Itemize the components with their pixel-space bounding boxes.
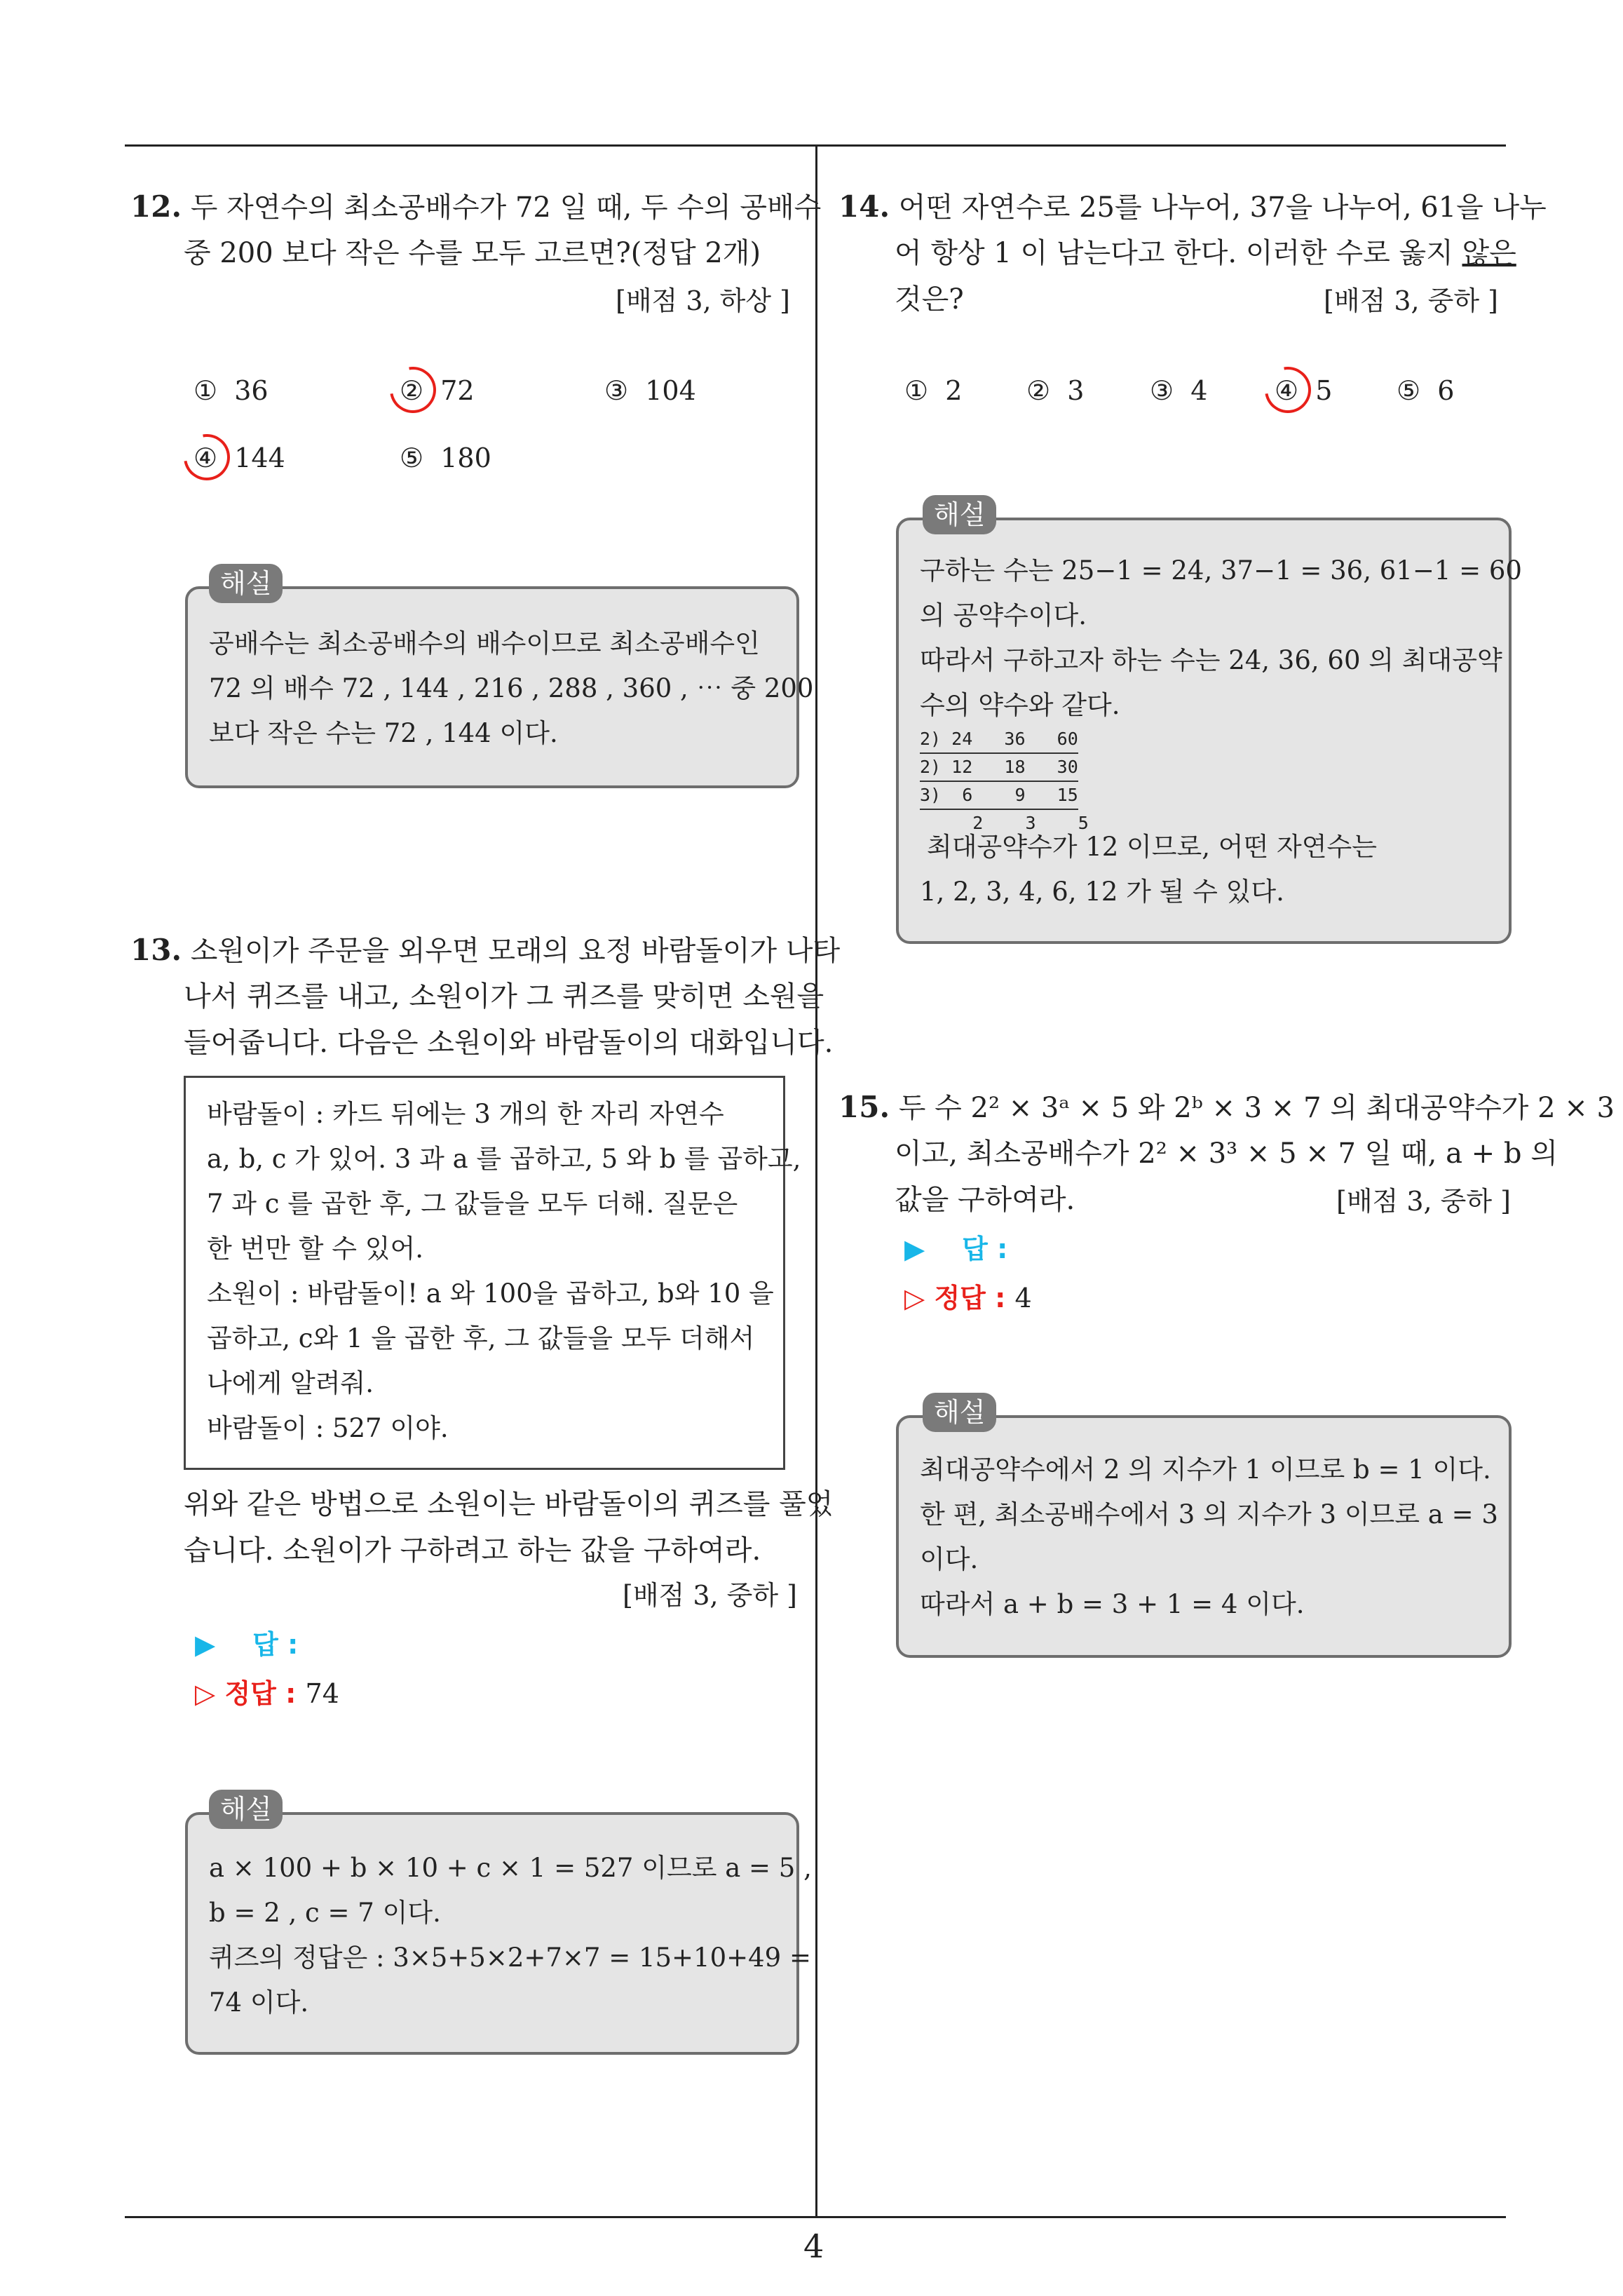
q15-score: [배점 3, 중하 ] bbox=[1336, 1186, 1511, 1217]
q13-after-1: 위와 같은 방법으로 소원이는 바람돌이의 퀴즈를 풀었 bbox=[184, 1488, 834, 1520]
column-divider bbox=[815, 144, 817, 2217]
bottom-rule bbox=[125, 2216, 1506, 2218]
q13-answer-label: 답 : bbox=[252, 1629, 299, 1660]
q14-choice-4[interactable]: ④ 5 bbox=[1275, 375, 1333, 406]
q15-answer-label: 답 : bbox=[962, 1234, 1008, 1264]
q12-choice-1[interactable]: ① 36 bbox=[193, 375, 269, 406]
q14-choice-1[interactable]: ① 2 bbox=[904, 375, 963, 406]
q14-division-row-1: 2) 24 36 60 bbox=[920, 727, 1078, 754]
q15-correct-label: 정답 : bbox=[934, 1283, 1006, 1314]
q13-correct-row bbox=[195, 1670, 339, 1717]
q13-line1: 13. 소원이가 주문을 외우면 모래의 요정 바람돌이가 나타 bbox=[130, 933, 841, 967]
q15-correct-arrow-icon: ▷ bbox=[904, 1283, 925, 1314]
q15-correct-row bbox=[904, 1275, 1032, 1321]
q15-number: 15. bbox=[838, 1090, 890, 1124]
q14-choice-5[interactable]: ⑤ 6 bbox=[1397, 375, 1455, 406]
q14-line3: 것은? bbox=[895, 283, 964, 316]
q14-selected-mark-4 bbox=[1256, 358, 1320, 422]
q12-choice-2[interactable]: ② 72 bbox=[400, 375, 475, 406]
q12-explanation-box: 공배수는 최소공배수의 배수이므로 최소공배수인 72 의 배수 72 , 144 , 216 , 288 , 360 , ⋯ 중 200 보다 작은 수는 72 , 144 이다. bbox=[185, 586, 799, 788]
q14-number: 14. bbox=[838, 189, 890, 224]
q12-number: 12. bbox=[130, 189, 182, 224]
q13-explanation-box: a × 100 + b × 10 + c × 1 = 527 이므로 a = 5 , b = 2 , c = 7 이다. 퀴즈의 정답은 : 3×5+5×2+7×7 = 15+10+49 = 74 이다. bbox=[185, 1812, 799, 2055]
q15-explanation-box: 최대공약수에서 2 의 지수가 1 이므로 b = 1 이다. 한 편, 최소공배수에서 3 의 지수가 3 이므로 a = 3 이다. 따라서 a + b = 3 + 1 = 4 이다. bbox=[896, 1415, 1512, 1658]
q12-choice-4[interactable]: ④ 144 bbox=[193, 443, 285, 473]
q15-line3: 값을 구하여라. bbox=[895, 1184, 1075, 1216]
q12-line1: 12. 두 자연수의 최소공배수가 72 일 때, 두 수의 공배수 bbox=[130, 189, 822, 224]
q13-line3: 들어줍니다. 다음은 소원이와 바람돌이의 대화입니다. bbox=[184, 1027, 834, 1059]
q14-explanation-tab: 해설 bbox=[923, 495, 996, 534]
q14-score: [배점 3, 중하 ] bbox=[1324, 285, 1498, 316]
q13-explanation-tab: 해설 bbox=[209, 1790, 283, 1829]
q15-line2: 이고, 최소공배수가 2² × 3³ × 5 × 7 일 때, a + b 의 bbox=[895, 1137, 1558, 1170]
q12-explanation-tab: 해설 bbox=[209, 564, 283, 603]
q13-answer-row bbox=[195, 1621, 298, 1668]
q13-correct-arrow-icon: ▷ bbox=[195, 1678, 216, 1709]
q15-correct-value: 4 bbox=[1014, 1283, 1032, 1314]
q15-answer-row bbox=[904, 1226, 1007, 1272]
q14-choice-2[interactable]: ② 3 bbox=[1026, 375, 1085, 406]
q14-line1: 14. 어떤 자연수로 25를 나누어, 37을 나누어, 61을 나누 bbox=[838, 189, 1547, 224]
q13-correct-value: 74 bbox=[305, 1678, 339, 1709]
q14-explanation-box: 구하는 수는 25−1 = 24, 37−1 = 36, 61−1 = 60 의 공약수이다. 따라서 구하고자 하는 수는 24, 36, 60 의 최대공약 수의 약수와 같다. 2) 24 36 60 2) 12 18 30 3) 6 9 15 2 3 5 최대공약수가 12 이므로, 어떤 자연수는 1, 2, 3, 4, 6, 12 가 될 수 있다. bbox=[896, 518, 1512, 944]
q12-choice-3[interactable]: ③ 104 bbox=[604, 375, 696, 406]
q12-line2: 중 200 보다 작은 수를 모두 고르면?(정답 2개) bbox=[184, 237, 761, 269]
q13-dialog-box: 바람돌이 : 카드 뒤에는 3 개의 한 자리 자연수 a, b, c 가 있어. 3 과 a 를 곱하고, 5 와 b 를 곱하고, 7 과 c 를 곱한 후, 그 값들을 모두 더해. 질문은 한 번만 할 수 있어. 소원이 : 바람돌이! a 와 100을 곱하고, b와 10 을 곱하고, c와 1 을 곱한 후, 그 값들을 모두 더해서 나에게 알려줘. 바람돌이 : 527 이야. bbox=[184, 1076, 785, 1470]
q13-score: [배점 3, 중하 ] bbox=[623, 1580, 797, 1611]
q12-selected-mark-4 bbox=[175, 425, 239, 489]
q13-answer-arrow-icon: ▶ bbox=[195, 1629, 216, 1660]
q14-choice-3[interactable]: ③ 4 bbox=[1150, 375, 1208, 406]
q12-choice-5[interactable]: ⑤ 180 bbox=[400, 443, 491, 473]
q14-line2: 어 항상 1 이 남는다고 한다. 이러한 수로 옳지 않은 bbox=[895, 237, 1516, 269]
q13-correct-label: 정답 : bbox=[224, 1678, 297, 1709]
q14-division-row-2: 2) 12 18 30 bbox=[920, 755, 1078, 782]
q13-line2: 나서 퀴즈를 내고, 소원이가 그 퀴즈를 맞히면 소원을 bbox=[184, 980, 824, 1013]
q15-line1: 15. 두 수 2² × 3ᵃ × 5 와 2ᵇ × 3 × 7 의 최대공약수가 2 × 3 bbox=[838, 1090, 1615, 1124]
q14-division-row-4: 2 3 5 bbox=[920, 813, 1089, 833]
q12-selected-mark-2 bbox=[381, 358, 445, 422]
q14-division-row-3: 3) 6 9 15 bbox=[920, 783, 1078, 810]
q13-after-2: 습니다. 소원이가 구하려고 하는 값을 구하여라. bbox=[184, 1534, 761, 1567]
page-number: 4 bbox=[803, 2227, 824, 2265]
q15-explanation-tab: 해설 bbox=[923, 1393, 996, 1432]
q12-score: [배점 3, 하상 ] bbox=[616, 285, 790, 316]
q13-number: 13. bbox=[130, 933, 182, 967]
q15-answer-arrow-icon: ▶ bbox=[904, 1234, 925, 1264]
